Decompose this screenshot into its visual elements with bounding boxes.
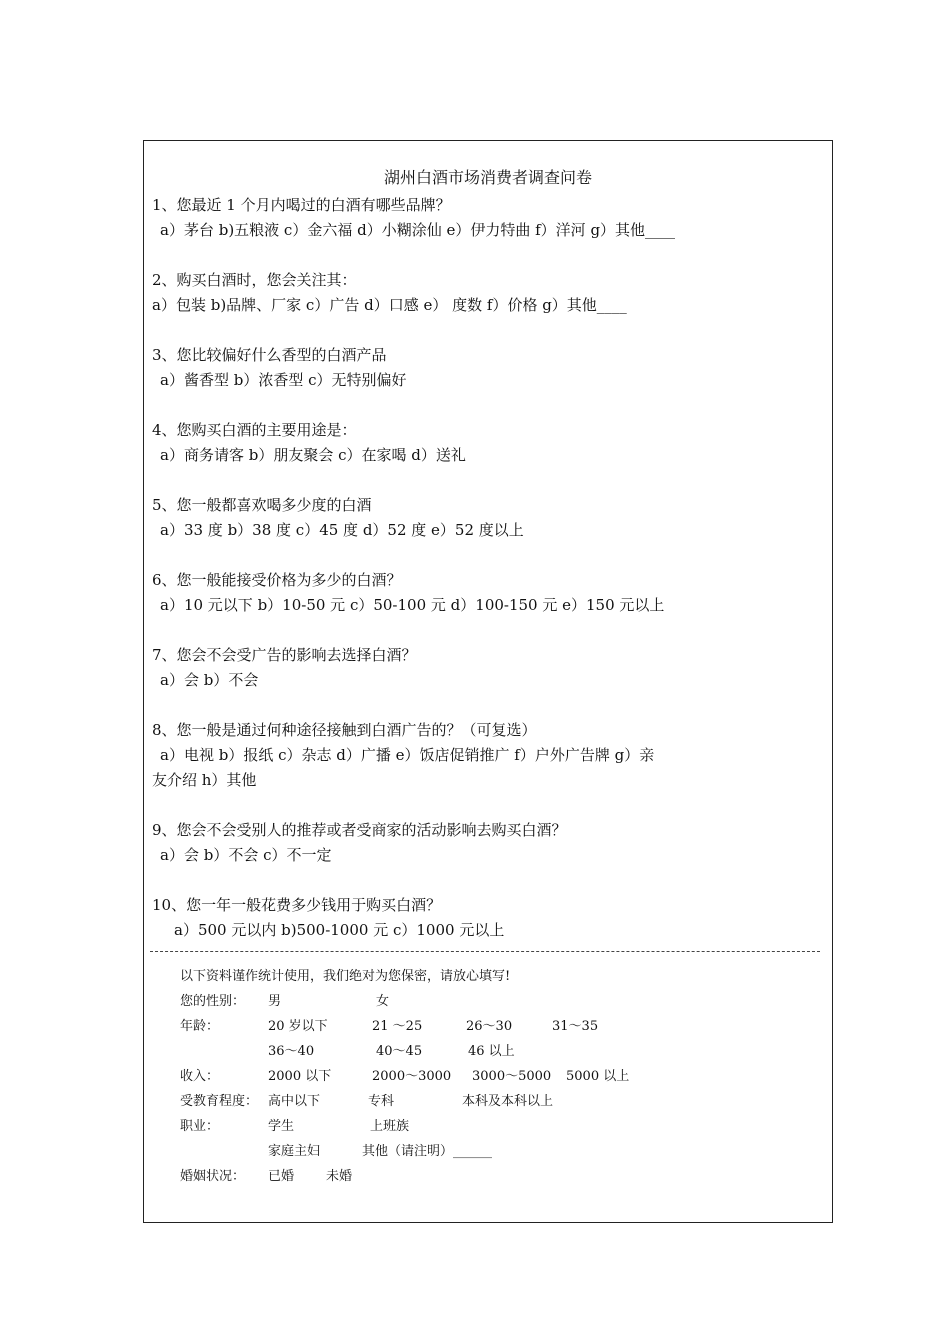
question-text: 10、您一年一般花费多少钱用于购买白酒？ xyxy=(152,896,442,914)
answer-options: a）茅台 b)五粮液 c）金六福 d）小糊涂仙 e）伊力特曲 f）洋河 g）其他____ xyxy=(160,221,676,239)
education-label: 受教育程度： xyxy=(180,1094,259,1109)
marital-option[interactable]: 已婚 xyxy=(268,1169,295,1184)
job-option-other[interactable]: 其他（请注明）______ xyxy=(362,1144,493,1159)
income-label: 收入： xyxy=(180,1069,220,1084)
education-option[interactable]: 本科及本科以上 xyxy=(462,1094,554,1109)
answer-options: a）33 度 b）38 度 c）45 度 d）52 度 e）52 度以上 xyxy=(160,521,524,539)
answer-options: a）电视 b）报纸 c）杂志 d）广播 e）饭店促销推广 f）户外广告牌 g）亲 xyxy=(160,746,655,764)
dashed-divider xyxy=(150,951,820,952)
answer-options: a）会 b）不会 xyxy=(160,671,259,689)
job-label: 职业： xyxy=(180,1119,220,1134)
age-option[interactable]: 36～40 xyxy=(268,1044,315,1059)
question-text: 2、购买白酒时，您会关注其： xyxy=(152,271,357,289)
age-option[interactable]: 20 岁以下 xyxy=(268,1019,328,1034)
job-option[interactable]: 上班族 xyxy=(370,1119,410,1134)
question-text: 3、您比较偏好什么香型的白酒产品 xyxy=(152,346,387,364)
education-option[interactable]: 专科 xyxy=(368,1094,395,1109)
question-text: 9、您会不会受别人的推荐或者受商家的活动影响去购买白酒？ xyxy=(152,821,567,839)
answer-options: a）包装 b)品牌、厂家 c）广告 d）口感 e） 度数 f）价格 g）其他____ xyxy=(152,296,627,314)
age-option[interactable]: 31～35 xyxy=(552,1019,599,1034)
income-option[interactable]: 2000～3000 xyxy=(372,1069,452,1084)
answer-options: a）10 元以下 b）10-50 元 c）50-100 元 d）100-150 元 e）150 元以上 xyxy=(160,596,665,614)
question-text: 6、您一般能接受价格为多少的白酒？ xyxy=(152,571,402,589)
income-option[interactable]: 5000 以上 xyxy=(566,1069,630,1084)
answer-options: a）会 b）不会 c）不一定 xyxy=(160,846,332,864)
question-text: 4、您购买白酒的主要用途是： xyxy=(152,421,357,439)
question-text: 7、您会不会受广告的影响去选择白酒？ xyxy=(152,646,417,664)
question-7 xyxy=(152,643,824,693)
question-1 xyxy=(152,193,824,243)
gender-label: 您的性别： xyxy=(180,994,246,1009)
age-label: 年龄： xyxy=(180,1019,220,1034)
question-10 xyxy=(152,893,824,943)
question-text: 5、您一般都喜欢喝多少度的白酒 xyxy=(152,496,372,514)
job-option[interactable]: 学生 xyxy=(268,1119,295,1134)
age-option[interactable]: 46 以上 xyxy=(468,1044,515,1059)
question-6 xyxy=(152,568,824,618)
question-5 xyxy=(152,493,824,543)
age-option[interactable]: 21 ～25 xyxy=(372,1019,423,1034)
age-option[interactable]: 26～30 xyxy=(466,1019,513,1034)
question-text: 8、您一般是通过何种途径接触到白酒广告的？（可复选） xyxy=(152,721,537,739)
answer-options: a）酱香型 b）浓香型 c）无特别偏好 xyxy=(160,371,407,389)
marital-option[interactable]: 未婚 xyxy=(326,1169,353,1184)
education-option[interactable]: 高中以下 xyxy=(268,1094,321,1109)
question-2 xyxy=(152,268,824,318)
question-3 xyxy=(152,343,824,393)
income-option[interactable]: 3000～5000 xyxy=(472,1069,552,1084)
marital-label: 婚姻状况： xyxy=(180,1169,246,1184)
question-9 xyxy=(152,818,824,868)
page-title: 湖州白酒市场消费者调查问卷 xyxy=(383,168,592,187)
privacy-note: 以下资料谨作统计使用，我们绝对为您保密，请放心填写! xyxy=(180,969,511,984)
question-8 xyxy=(152,718,824,793)
answer-options: a）商务请客 b）朋友聚会 c）在家喝 d）送礼 xyxy=(160,446,466,464)
question-text: 1、您最近 1 个月内喝过的白酒有哪些品牌？ xyxy=(152,196,451,214)
job-option[interactable]: 家庭主妇 xyxy=(268,1144,321,1159)
answer-options-cont: 友介绍 h）其他 xyxy=(152,771,257,789)
gender-option-male[interactable]: 男 xyxy=(268,994,282,1009)
questionnaire-frame xyxy=(143,140,833,1223)
age-option[interactable]: 40～45 xyxy=(376,1044,423,1059)
answer-options: a）500 元以内 b)500-1000 元 c）1000 元以上 xyxy=(174,921,505,939)
question-4 xyxy=(152,418,824,468)
income-option[interactable]: 2000 以下 xyxy=(268,1069,332,1084)
gender-option-female[interactable]: 女 xyxy=(376,994,390,1009)
